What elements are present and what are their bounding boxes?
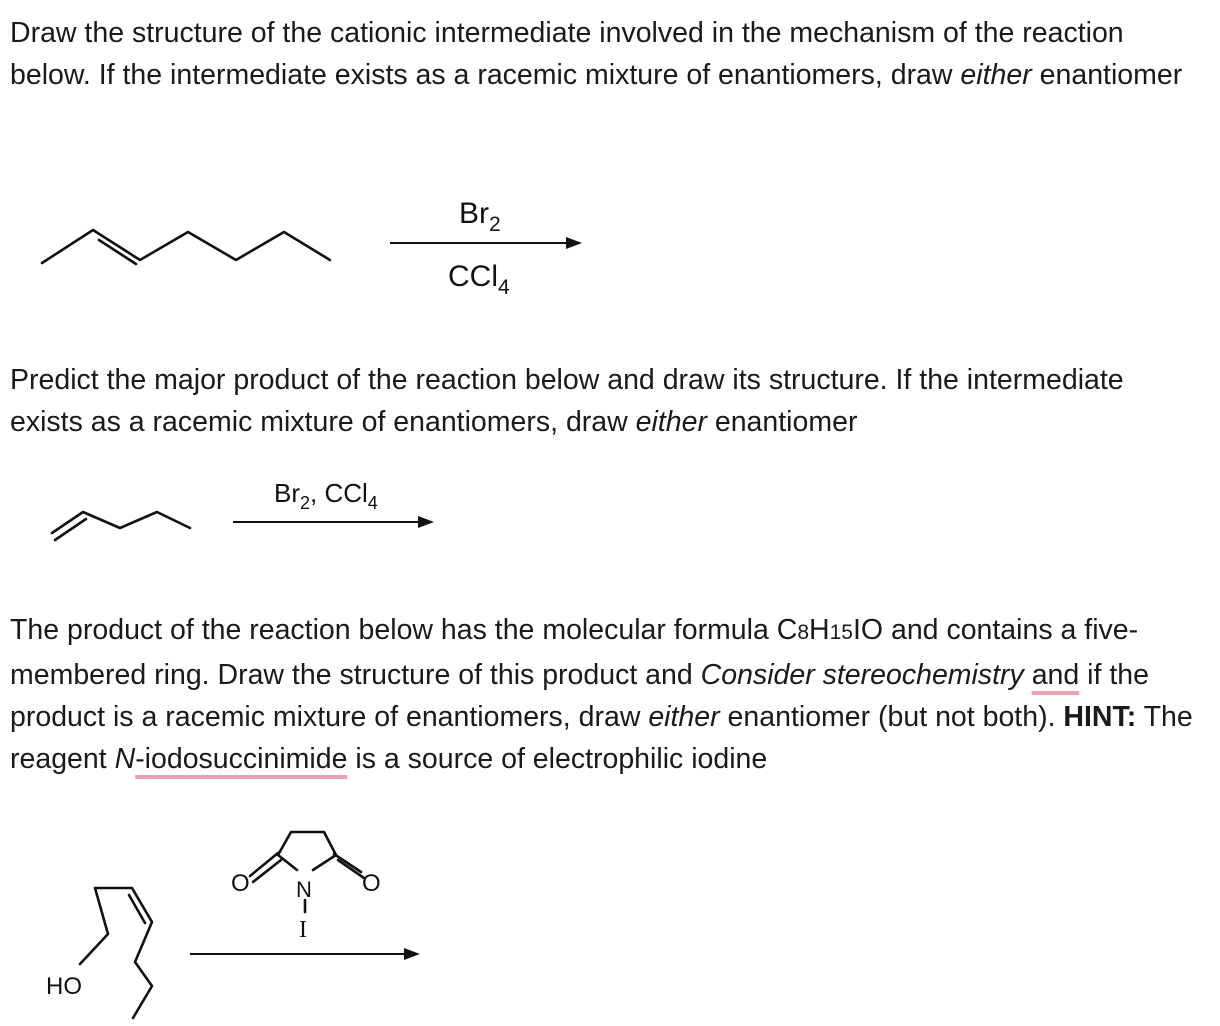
reaction-scheme-1 — [0, 180, 620, 310]
reaction-arrow-3 — [190, 948, 420, 960]
hydroxyl-label: HO — [46, 973, 82, 1000]
reaction-scheme-2 — [0, 470, 460, 550]
reaction-arrow-1 — [390, 237, 582, 249]
question-1-text: Draw the structure of the cationic intermediate involved in the mechanism of the reaction below. If the intermediate exists as a racemic mixture of enantiomers, draw either enantiomer — [10, 17, 1183, 91]
question-3-text: The product of the reaction below has the molecular formula C8H15IO and contains a five-membered ring. Draw the structure of this product and Consider stereochemistry and if the product is a racemic mixture of enantiomers, draw either enantiomer (but not both). HINT: The reagent N-iodosuccinimide is a source of electrophilic iodine — [10, 614, 1193, 775]
iodine-atom: I — [299, 917, 307, 943]
nitrogen-atom: N — [296, 877, 312, 902]
but-1-ene-structure — [52, 512, 190, 540]
reaction-scheme-3 — [0, 820, 460, 1026]
question-2-text: Predict the major product of the reaction below and draw its structure. If the intermediate exists as a racemic mixture of enantiomers, draw either enantiomer — [10, 364, 1124, 438]
hex-2-ene-structure — [42, 230, 330, 264]
reagent-ccl4: CCl$_4$ — [448, 260, 510, 299]
reagent-br2-ccl4: $Br_2$, CCl$_4$ — [274, 478, 378, 513]
reagent-br2: $Br_2$ — [459, 197, 501, 236]
carbonyl-oxygen-right: O — [362, 870, 381, 897]
reaction-arrow-2 — [233, 516, 434, 528]
carbonyl-oxygen-left: O — [231, 870, 250, 897]
pent-4-en-1-ol-structure — [46, 888, 152, 1018]
n-iodosuccinimide-structure — [231, 832, 381, 943]
